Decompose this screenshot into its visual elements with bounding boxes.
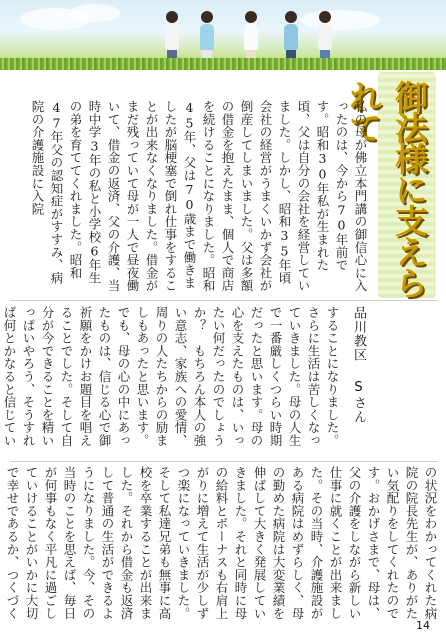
person-figure bbox=[200, 11, 214, 64]
column-divider bbox=[10, 461, 438, 462]
author-name: Sさん bbox=[351, 380, 366, 424]
article-title: 御法様に支えられて bbox=[344, 80, 429, 297]
body-column-3: の状況をわかってくれた病院の院長先生が、ありがたい気配りをしてくれたのです。おかげさまで、母は、父の介護をしながら新しい仕事に就くことが出来ました。その当時、介護施設がある病院はめずらしく、母の勤めた病院は大変業績を伸ばして大きく発展していきました。それと同時に母の給料とボーナスも右肩上がりに増えて生活が少しずつ楽になっていきました。そして私達兄弟も無事に高校を卒業することが出来ました。それから借金も返済して普通の生活ができるようになりました。今、その当時のことを思えば、毎日が何事もなく平凡に過ごしていけることがいかに大切で幸せであるか、つくづく bbox=[5, 466, 438, 620]
author-district: 品川教区 bbox=[351, 306, 366, 362]
person-figure bbox=[244, 11, 258, 64]
page-number: 14 bbox=[416, 619, 430, 632]
header-photo bbox=[0, 0, 446, 70]
person-figure bbox=[165, 11, 179, 64]
person-figure bbox=[318, 11, 332, 64]
person-figure bbox=[284, 11, 298, 64]
body-column-2: することになりました。さらに生活は苦しくなっていきました。母の人生で一番厳しくつらい時期だったと思います。母の心を支えたものは、いったい何だったのでしょうか？ もちろん本人の強い意志、家族への愛情、周りの人たちからの励ましもあったと思います。でも、母の心の中にあったものは、信じる心で御祈願をかけお題目を唱えることでした。そして自分が今できることを精いっぱいやろう、そうすれば何とかなると信じてい bbox=[2, 306, 340, 447]
author-byline bbox=[350, 306, 366, 458]
column-divider bbox=[10, 300, 438, 301]
body-column-1: 私の母が佛立本門講の御信心に入ったのは、今から70年前です。昭和30年私が生まれた頃、父は自分の会社を経営していました。しかし、昭和35年頃会社の経営がうまくいかず会社が倒産してしまいました。父は多額の借金を抱えたまま、個人で商店を続けることになりました。昭和45年、父は70歳まで働きましたが脳梗塞で倒れ仕事をすることが出来なくなりました。借金がまだ残っていて母が一人で昼夜働いて、借金の返済、父の介護、当時中学3年の私と小学校6年生の弟を育ててくれました。昭和47年父の認知症がすすみ、病院の介護施設に入院 bbox=[30, 100, 368, 292]
grass bbox=[0, 58, 446, 70]
